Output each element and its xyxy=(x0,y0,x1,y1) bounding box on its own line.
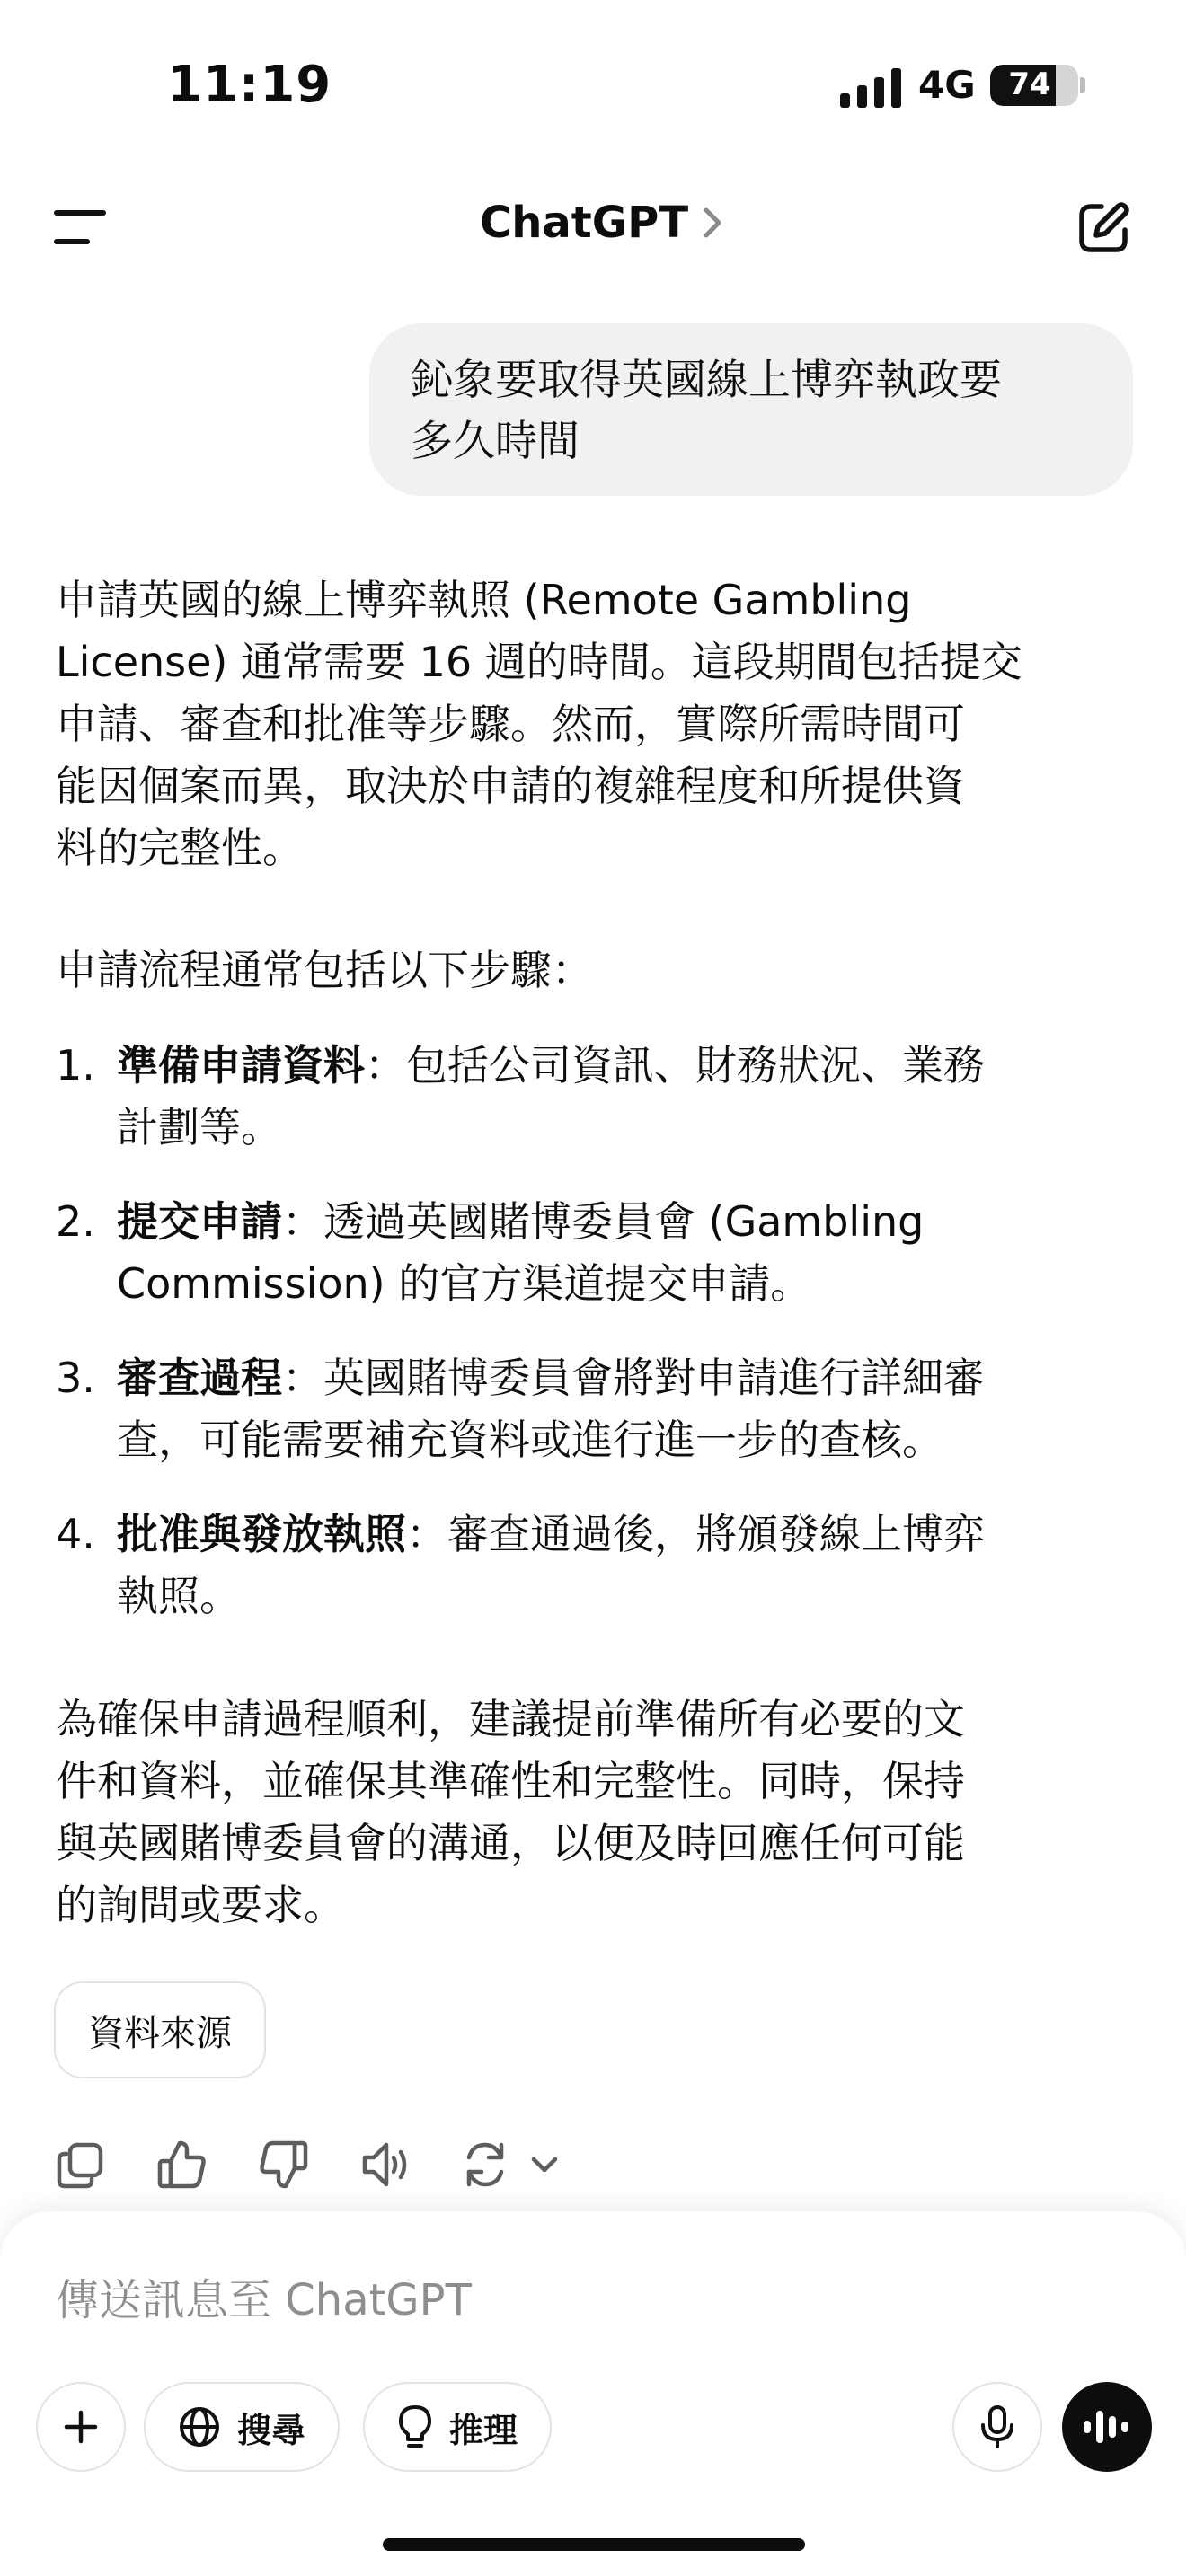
list-item-text: ：透過英國賭博委員會 (Gambling xyxy=(282,1197,925,1246)
text-line: 為確保申請過程順利，建議提前準備所有必要的文 xyxy=(56,1695,965,1743)
list-item-text: Commission) 的官方渠道提交申請。 xyxy=(117,1259,812,1308)
list-number: 4. xyxy=(56,1510,95,1558)
copy-icon[interactable] xyxy=(54,2138,108,2192)
search-button[interactable] xyxy=(144,2382,340,2472)
add-attachment-button[interactable] xyxy=(36,2382,126,2472)
battery-icon xyxy=(990,65,1078,106)
battery-percent: 74 xyxy=(1008,66,1051,102)
list-item-title: 審查過程 xyxy=(117,1354,282,1402)
reason-label: 推理 xyxy=(449,2410,518,2450)
page-title: ChatGPT xyxy=(480,198,689,248)
list-number: 3. xyxy=(56,1354,95,1402)
thumbs-down-icon[interactable] xyxy=(257,2138,311,2192)
list-item-title: 準備申請資料 xyxy=(117,1041,365,1090)
dictate-button[interactable] xyxy=(952,2382,1042,2472)
list-item-text: ：審查通過後，將頒發線上博弈 xyxy=(406,1510,985,1558)
mic-icon xyxy=(979,2404,1015,2450)
text-line: 申請、審查和批准等步驟。然而，實際所需時間可 xyxy=(56,700,965,748)
message-input[interactable]: 傳送訊息至 ChatGPT xyxy=(56,2275,472,2325)
voice-mode-button[interactable] xyxy=(1062,2382,1152,2472)
user-message-line: 多久時間 xyxy=(411,417,580,466)
list-number: 1. xyxy=(56,1041,95,1090)
network-label: 4G xyxy=(918,63,976,107)
home-indicator xyxy=(383,2538,805,2551)
user-message-bubble xyxy=(369,323,1133,496)
reason-button[interactable] xyxy=(363,2382,552,2472)
regenerate-icon[interactable] xyxy=(462,2138,570,2192)
list-item-text: 執照。 xyxy=(117,1572,241,1620)
text-line: License) 通常需要 16 週的時間。這段期間包括提交 xyxy=(56,638,1022,686)
plus-icon xyxy=(63,2409,99,2445)
assistant-paragraph: 申請流程通常包括以下步驟： xyxy=(56,946,593,994)
lightbulb-icon xyxy=(397,2404,433,2450)
text-line: 件和資料，並確保其準確性和完整性。同時，保持 xyxy=(56,1757,965,1805)
menu-icon[interactable] xyxy=(54,210,106,244)
list-number: 2. xyxy=(56,1197,95,1246)
list-item-text: ：英國賭博委員會將對申請進行詳細審 xyxy=(282,1354,985,1402)
signal-icon xyxy=(840,68,901,108)
status-time: 11:19 xyxy=(167,56,332,114)
read-aloud-icon[interactable] xyxy=(359,2138,413,2192)
compose-icon[interactable] xyxy=(1075,199,1132,257)
model-selector[interactable] xyxy=(480,198,724,248)
list-item-text: ：包括公司資訊、財務狀況、業務 xyxy=(365,1041,985,1090)
text-line: 料的完整性。 xyxy=(56,824,304,872)
voice-mode-icon xyxy=(1082,2405,1132,2448)
list-item-title: 批准與發放執照 xyxy=(117,1510,406,1558)
chevron-right-icon xyxy=(701,205,724,241)
thumbs-up-icon[interactable] xyxy=(155,2138,208,2192)
list-item-text: 查，可能需要補充資料或進行進一步的查核。 xyxy=(117,1416,943,1464)
text-line: 的詢問或要求。 xyxy=(56,1881,345,1929)
user-message-line: 鈊象要取得英國線上博弈執政要 xyxy=(411,356,1002,405)
text-line: 申請英國的線上博弈執照 (Remote Gambling xyxy=(56,576,912,624)
sources-button[interactable]: 資料來源 xyxy=(54,1981,266,2078)
assistant-paragraph xyxy=(56,1689,1116,1936)
text-line: 與英國賭博委員會的溝通，以便及時回應任何可能 xyxy=(56,1819,965,1867)
assistant-paragraph xyxy=(56,569,1116,879)
search-label: 搜尋 xyxy=(237,2410,306,2450)
steps-list xyxy=(56,1035,1116,1628)
text-line: 能因個案而異，取決於申請的複雜程度和所提供資 xyxy=(56,762,965,810)
list-item-title: 提交申請 xyxy=(117,1197,282,1246)
globe-icon xyxy=(178,2405,221,2448)
battery-cap xyxy=(1080,77,1085,93)
list-item-text: 計劃等。 xyxy=(117,1103,282,1151)
